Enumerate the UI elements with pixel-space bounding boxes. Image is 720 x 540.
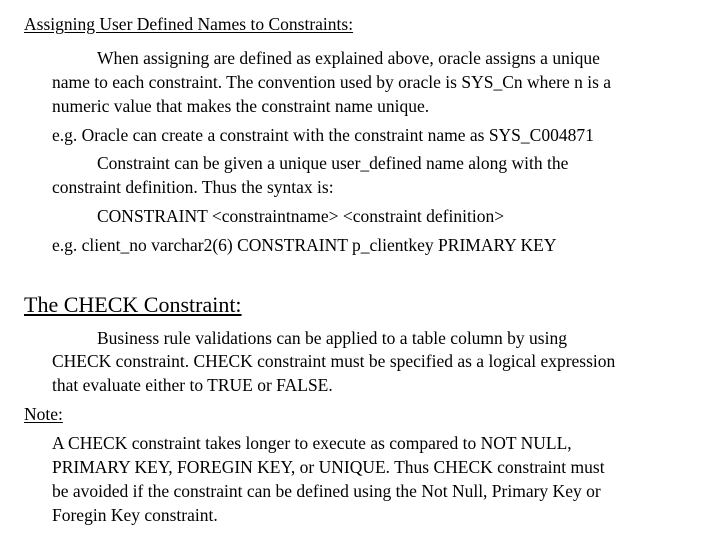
note-paragraph-line: be avoided if the constraint can be defined using the Not Null, Primary Key or: [52, 481, 601, 501]
note-paragraph-line: PRIMARY KEY, FOREGIN KEY, or UNIQUE. Thus CHECK constraint must: [52, 457, 605, 477]
section2-paragraph-line: that evaluate either to TRUE or FALSE.: [52, 375, 333, 395]
section2-paragraph-line: CHECK constraint. CHECK constraint must be specified as a logical expression: [52, 351, 616, 371]
section1-heading: Assigning User Defined Names to Constraints:: [24, 14, 354, 34]
section1-example-line: e.g. Oracle can create a constraint with the constraint name as SYS_C004871: [52, 125, 594, 145]
section1-paragraph-line: When assigning are defined as explained above, oracle assigns a unique: [97, 48, 600, 68]
section1-paragraph-line: numeric value that makes the constraint name unique.: [52, 96, 430, 116]
note-paragraph-line: A CHECK constraint takes longer to execute as compared to NOT NULL,: [52, 433, 572, 453]
section2-paragraph-line: Business rule validations can be applied to a table column by using: [97, 328, 567, 348]
section1-syntax-line: CONSTRAINT <constraintname> <constraint definition>: [97, 206, 505, 226]
note-heading: Note:: [24, 404, 63, 424]
section1-paragraph-line: Constraint can be given a unique user_defined name along with the: [97, 153, 569, 173]
note-paragraph-line: Foregin Key constraint.: [52, 505, 218, 525]
section2-heading: The CHECK Constraint:: [24, 292, 242, 317]
section1-paragraph-line: constraint definition. Thus the syntax is:: [52, 177, 334, 197]
section1-paragraph-line: name to each constraint. The convention used by oracle is SYS_Cn where n is a: [52, 72, 612, 92]
section1-example-line: e.g. client_no varchar2(6) CONSTRAINT p_clientkey PRIMARY KEY: [52, 235, 557, 255]
